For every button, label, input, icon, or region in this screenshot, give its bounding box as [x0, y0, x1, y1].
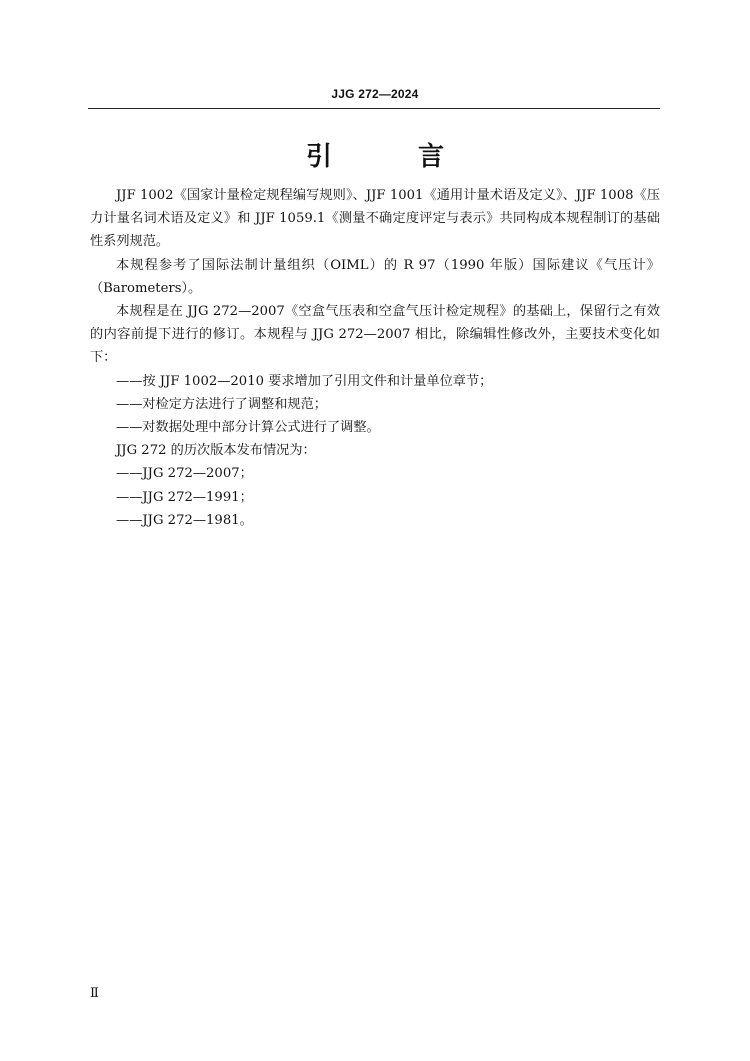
running-header: JJG 272—2024 — [331, 87, 419, 101]
list-item-version: ——JJG 272—2007； — [116, 466, 253, 482]
paragraph-basis: JJF 1002《国家计量检定规程编写规则》、JJF 1001《通用计量术语及定义》、JJF 1008《压力计量名词术语及定义》和 JJF 1059.1《测量不确定度评定与表示》共同构成本规程制订的基础性系列规范。 — [90, 188, 660, 250]
paragraph-history: JJG 272 的历次版本发布情况为： — [116, 443, 316, 459]
section-title: 引 言 — [305, 142, 474, 172]
list-item-version: ——JJG 272—1991； — [116, 489, 253, 505]
list-item-change: ——按 JJF 1002—2010 要求增加了引用文件和计量单位章节； — [116, 373, 493, 389]
header-divider — [88, 108, 660, 109]
paragraph-revision: 本规程是在 JJG 272—2007《空盒气压表和空盒气压计检定规程》的基础上，保留行之有效的内容前提下进行的修订。本规程与 JJG 272—2007 相比，除编辑性修改外，主要技术变化如下： — [90, 304, 660, 366]
list-item-version: ——JJG 272—1981。 — [116, 512, 253, 528]
paragraph-reference: 本规程参考了国际法制计量组织（OIML）的 R 97（1990 年版）国际建议《气压计》（Barometers）。 — [90, 257, 660, 296]
page-number: Ⅱ — [90, 986, 99, 1001]
document-body — [90, 184, 660, 532]
list-item-change: ——对数据处理中部分计算公式进行了调整。 — [116, 420, 380, 436]
list-item-change: ——对检定方法进行了调整和规范； — [116, 396, 327, 412]
